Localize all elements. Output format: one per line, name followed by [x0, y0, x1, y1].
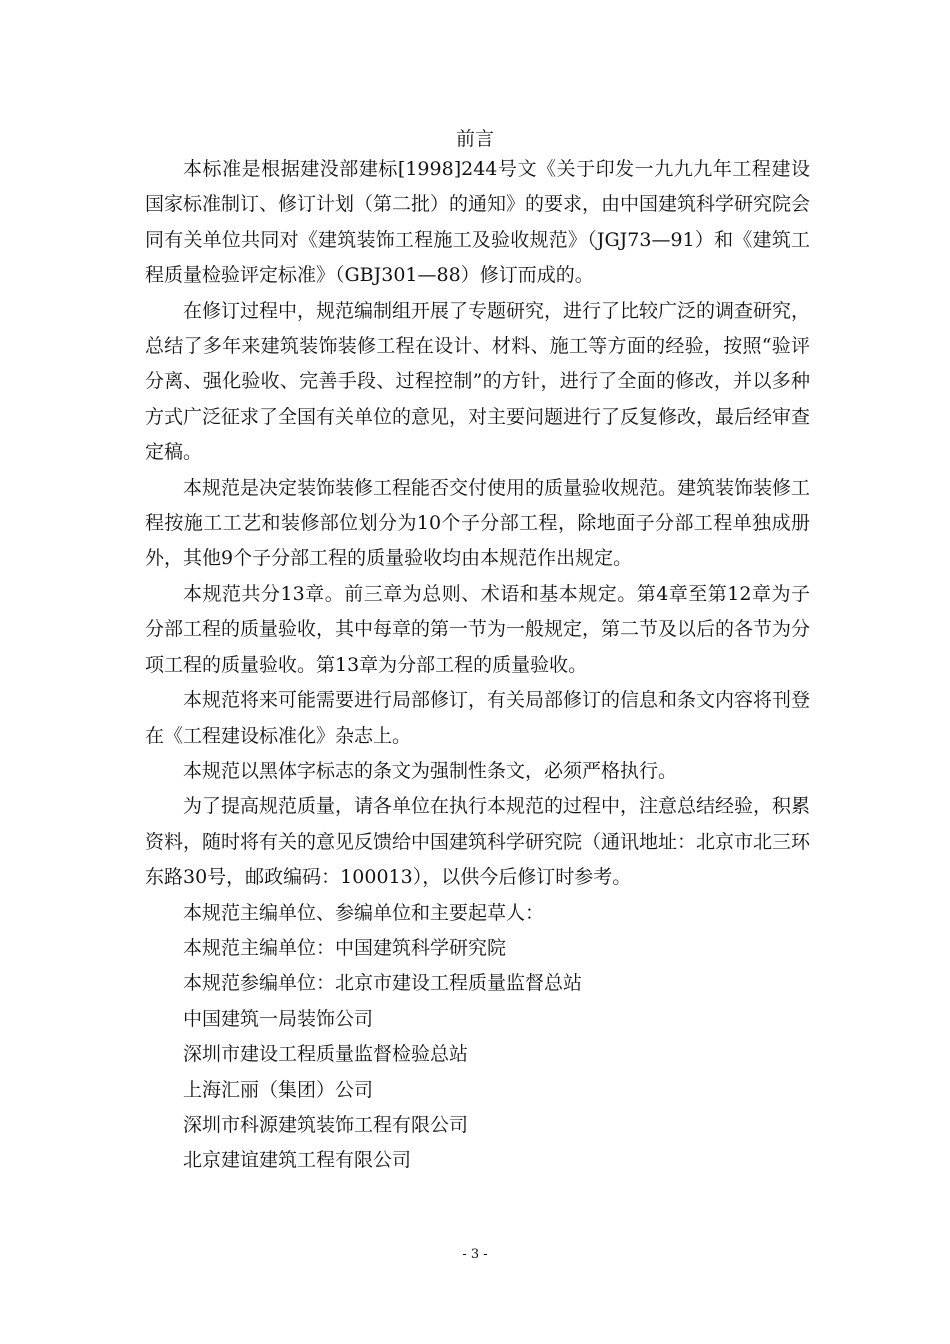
paragraph-drafters-heading: 本规范主编单位、参编单位和主要起草人：: [183, 901, 545, 924]
paragraph-participating-units: 本规范参编单位：北京市建设工程质量监督总站: [183, 972, 583, 995]
paragraph-chief-unit: 本规范主编单位：中国建筑科学研究院: [183, 936, 507, 959]
participant-item: 北京建谊建筑工程有限公司: [183, 1149, 412, 1172]
paragraph-future-revision: 本规范将来可能需要进行局部修订，有关局部修订的信息和条文内容将刊登在《工程建设标准化》杂志上。: [145, 689, 811, 747]
paragraph-basis: 本标准是根据建没部建标[1998]244号文《关于印发一九九九年工程建设国家标准制订、修订计划（第二批）的通知》的要求，由中国建筑科学研究院会同有关单位共同对《建筑装饰工程施工及验收规范》（JGJ73—91）和《建筑工程质量检验评定标准》（GBJ301—88）修订而成的。: [145, 158, 811, 287]
paragraph-feedback: 为了提高规范质量，请各单位在执行本规范的过程中，注意总结经验，积累资料，随时将有关的意见反馈给中国建筑科学研究院（通讯地址：北京市北三环东路30号，邮政编码：100013），以供今后修订时参考。: [145, 795, 811, 889]
paragraph-scope: 本规范是决定装饰装修工程能否交付使用的质量验收规范。建筑装饰装修工程按施工工艺和装修部位划分为10个子分部工程，除地面子分部工程单独成册外，其他9个子分部工程的质量验收均由本规范作出规定。: [145, 476, 811, 570]
preface-body: [145, 152, 810, 1179]
paragraph-mandatory: 本规范以黑体字标志的条文为强制性条文，必须严格执行。: [183, 759, 678, 782]
page-title: 前言: [455, 128, 494, 150]
page-number: - 3 -: [462, 1247, 488, 1262]
participant-item: 上海汇丽（集团）公司: [183, 1078, 374, 1101]
participant-item: 深圳市建设工程质量监督检验总站: [183, 1043, 469, 1066]
paragraph-structure: 本规范共分13章。前三章为总则、术语和基本规定。第4章至第12章为子分部工程的质量验收，其中每章的第一节为一般规定，第二节及以后的各节为分项工程的质量验收。第13章为分部工程的质量验收。: [145, 582, 811, 676]
paragraph-revision-process: 在修订过程中，规范编制组开展了专题研究，进行了比较广泛的调查研究，总结了多年来建筑装饰装修工程在设计、材料、施工等方面的经验，按照“验评分离、强化验收、完善手段、过程控制”的方针，进行了全面的修改，并以多种方式广泛征求了全国有关单位的意见，对主要问题进行了反复修改，最后经审查定稿。: [145, 299, 811, 464]
participant-item: 深圳市科源建筑装饰工程有限公司: [183, 1113, 469, 1136]
participant-item: 中国建筑一局装饰公司: [183, 1007, 374, 1030]
